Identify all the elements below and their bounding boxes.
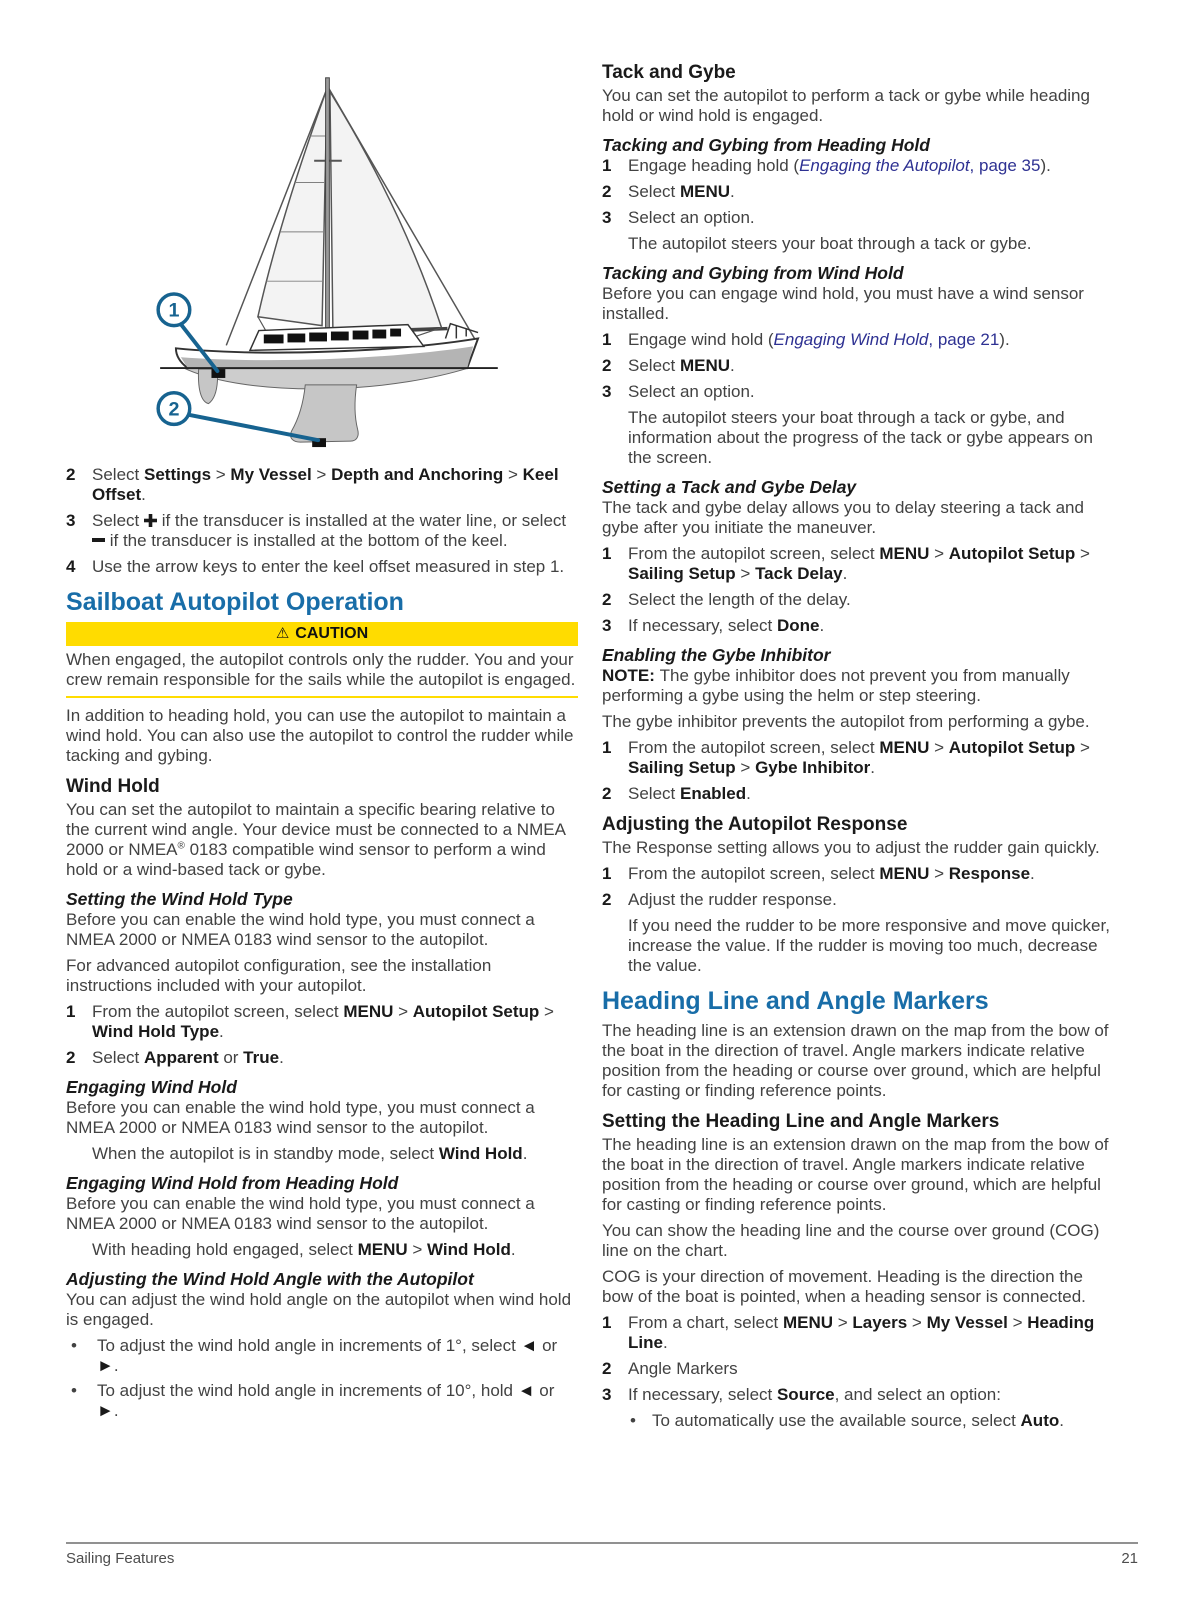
numbered-step bbox=[602, 156, 1114, 176]
paragraph: The tack and gybe delay allows you to delay steering a tack and gybe after you initiate the maneuver. bbox=[602, 498, 1084, 537]
numbered-step bbox=[66, 1048, 578, 1068]
genoa-sail bbox=[330, 92, 442, 332]
numbered-step bbox=[66, 465, 578, 505]
step-number: 3 bbox=[602, 208, 612, 227]
step-text: Select Settings > My Vessel > Depth and Anchoring > Keel Offset. bbox=[92, 465, 559, 504]
numbered-step bbox=[602, 182, 1114, 202]
numbered-step bbox=[602, 1359, 1114, 1379]
note-paragraph: NOTE: The gybe inhibitor does not prevent you from manually performing a gybe using the helm or step steering. bbox=[602, 666, 1070, 705]
footer-section-title: Sailing Features bbox=[66, 1550, 175, 1567]
numbered-step bbox=[66, 557, 578, 577]
section-heading-heading-line: Heading Line and Angle Markers bbox=[602, 987, 989, 1015]
numbered-step bbox=[602, 616, 1114, 636]
cross-reference-link[interactable]: Engaging the Autopilot bbox=[799, 156, 970, 175]
step-text: From the autopilot screen, select MENU > Autopilot Setup > Sailing Setup > Gybe Inhibitor. bbox=[628, 738, 1090, 777]
step-text: Select an option. bbox=[628, 208, 755, 227]
paragraph: COG is your direction of movement. Heading is the direction the bow of the boat is pointed, when a heading sensor is connected. bbox=[602, 1267, 1086, 1306]
paragraph: For advanced autopilot configuration, see the installation instructions included with your autopilot. bbox=[66, 956, 492, 995]
bullet-text: To adjust the wind hold angle in increments of 1°, select ◄ or ►. bbox=[97, 1336, 558, 1375]
step-number: 3 bbox=[602, 616, 612, 635]
sub-bullet-text: To automatically use the available source, select Auto. bbox=[652, 1411, 1064, 1430]
topic-heading-engaging-wind-hold: Engaging Wind Hold bbox=[66, 1077, 237, 1097]
step-text: Select an option. bbox=[628, 382, 755, 401]
warning-icon: ⚠ bbox=[275, 625, 290, 642]
page-footer bbox=[66, 1542, 1138, 1567]
step-text: Angle Markers bbox=[628, 1359, 738, 1378]
page-number: 21 bbox=[1121, 1550, 1138, 1567]
caution-label: CAUTION bbox=[295, 625, 369, 642]
numbered-step bbox=[66, 1002, 578, 1042]
numbered-step bbox=[602, 544, 1114, 584]
step-number: 2 bbox=[602, 784, 612, 803]
topic-heading-engaging-from-heading-hold: Engaging Wind Hold from Heading Hold bbox=[66, 1173, 399, 1193]
right-arrow-icon: ► bbox=[97, 1356, 114, 1375]
step-number: 3 bbox=[66, 511, 76, 530]
bullet-marker: • bbox=[630, 1411, 636, 1430]
subsection-heading-setting-heading-line: Setting the Heading Line and Angle Markers bbox=[602, 1111, 1000, 1132]
topic-heading-setting-wind-hold-type: Setting the Wind Hold Type bbox=[66, 889, 293, 909]
section-heading-sailboat-autopilot: Sailboat Autopilot Operation bbox=[66, 588, 404, 616]
paragraph: With heading hold engaged, select MENU > Wind Hold. bbox=[92, 1240, 516, 1259]
step-text: From the autopilot screen, select MENU > Autopilot Setup > Sailing Setup > Tack Delay. bbox=[628, 544, 1090, 583]
step-text: Select MENU. bbox=[628, 356, 735, 375]
topic-heading-tacking-from-heading-hold: Tacking and Gybing from Heading Hold bbox=[602, 135, 930, 155]
cross-reference-link[interactable]: Engaging Wind Hold bbox=[773, 330, 929, 349]
left-arrow-icon: ◄ bbox=[520, 1336, 538, 1355]
tack-delay-steps bbox=[602, 544, 1114, 636]
bullet-item bbox=[66, 1381, 578, 1421]
gybe-inhibitor-steps bbox=[602, 738, 1114, 804]
step-number: 1 bbox=[602, 156, 612, 175]
subsection-heading-autopilot-response: Adjusting the Autopilot Response bbox=[602, 814, 908, 835]
step-number: 1 bbox=[602, 330, 612, 349]
step-number: 2 bbox=[602, 1359, 612, 1378]
paragraph: When the autopilot is in standby mode, select Wind Hold. bbox=[92, 1144, 528, 1163]
bullet-marker: • bbox=[71, 1381, 77, 1400]
topic-heading-gybe-inhibitor: Enabling the Gybe Inhibitor bbox=[602, 645, 831, 665]
step-text: From the autopilot screen, select MENU > Autopilot Setup > Wind Hold Type. bbox=[92, 1002, 554, 1041]
bullet-item bbox=[66, 1336, 578, 1376]
numbered-step bbox=[602, 590, 1114, 610]
step-number: 2 bbox=[66, 1048, 76, 1067]
tacking-heading-hold-steps bbox=[602, 156, 1114, 254]
step-text: Select Apparent or True. bbox=[92, 1048, 284, 1067]
step-text: If necessary, select Source, and select an option: bbox=[628, 1385, 1001, 1404]
paragraph: You can set the autopilot to perform a tack or gybe while heading hold or wind hold is engaged. bbox=[602, 86, 1090, 125]
keel-offset-steps bbox=[66, 465, 578, 577]
step-text: Engage wind hold (Engaging Wind Hold, page 21). bbox=[628, 330, 1010, 349]
callout-2-number: 2 bbox=[168, 398, 180, 421]
paragraph: In addition to heading hold, you can use the autopilot to maintain a wind hold. You can also use the autopilot to control the rudder while tacking and gybing. bbox=[66, 706, 574, 765]
numbered-step bbox=[66, 511, 578, 551]
step-result-text: The autopilot steers your boat through a tack or gybe. bbox=[628, 234, 1032, 253]
plus-icon bbox=[144, 511, 157, 530]
step-text: Adjust the rudder response. bbox=[628, 890, 837, 909]
sailboat-illustration bbox=[146, 62, 506, 452]
step-text: Select if the transducer is installed at the water line, or select if the transducer is installed at the bottom of the keel. bbox=[92, 511, 567, 550]
step-number: 1 bbox=[602, 864, 612, 883]
step-number: 3 bbox=[602, 1385, 612, 1404]
bullet-text: To adjust the wind hold angle in increments of 10°, hold ◄ or ►. bbox=[97, 1381, 555, 1420]
topic-heading-tack-gybe-delay: Setting a Tack and Gybe Delay bbox=[602, 477, 857, 497]
main-sail bbox=[258, 89, 327, 326]
step-number: 1 bbox=[66, 1002, 76, 1021]
keel bbox=[291, 385, 359, 442]
numbered-step bbox=[602, 784, 1114, 804]
step-number: 1 bbox=[602, 544, 612, 563]
step-number: 2 bbox=[66, 465, 76, 484]
left-arrow-icon: ◄ bbox=[517, 1381, 535, 1400]
numbered-step bbox=[602, 864, 1114, 884]
caution-header bbox=[66, 622, 578, 646]
paragraph: Before you can enable the wind hold type, you must connect a NMEA 2000 or NMEA 0183 wind sensor to the autopilot. bbox=[66, 1098, 535, 1137]
step-text: Select MENU. bbox=[628, 182, 735, 201]
numbered-step bbox=[602, 1385, 1114, 1431]
paragraph: Before you can enable the wind hold type, you must connect a NMEA 2000 or NMEA 0183 wind sensor to the autopilot. bbox=[66, 910, 535, 949]
numbered-step bbox=[602, 356, 1114, 376]
paragraph: The Response setting allows you to adjust the rudder gain quickly. bbox=[602, 838, 1100, 857]
step-number: 2 bbox=[602, 890, 612, 909]
paragraph: The gybe inhibitor prevents the autopilot from performing a gybe. bbox=[602, 712, 1090, 731]
sailboat-figure bbox=[146, 62, 578, 457]
numbered-step bbox=[602, 1313, 1114, 1353]
topic-heading-tacking-from-wind-hold: Tacking and Gybing from Wind Hold bbox=[602, 263, 904, 283]
step-number: 2 bbox=[602, 590, 612, 609]
right-column bbox=[602, 62, 1114, 1437]
paragraph: Before you can enable the wind hold type, you must connect a NMEA 2000 or NMEA 0183 wind sensor to the autopilot. bbox=[66, 1194, 535, 1233]
step-number: 4 bbox=[66, 557, 76, 576]
response-steps bbox=[602, 864, 1114, 976]
step-text: Engage heading hold (Engaging the Autopilot, page 35). bbox=[628, 156, 1051, 175]
subsection-heading-wind-hold: Wind Hold bbox=[66, 776, 160, 797]
step-result-text: The autopilot steers your boat through a tack or gybe, and information about the progress of the tack or gybe appears on the screen. bbox=[628, 408, 1093, 467]
paragraph: The heading line is an extension drawn on the map from the bow of the boat in the direction of travel. Angle markers indicate relative position from the heading or course over ground, which are helpful for casting or finding reference points. bbox=[602, 1135, 1109, 1214]
step-text: From the autopilot screen, select MENU > Response. bbox=[628, 864, 1035, 883]
step-number: 1 bbox=[602, 738, 612, 757]
sub-bullet-item bbox=[628, 1411, 1114, 1431]
numbered-step bbox=[602, 890, 1114, 976]
caution-text: When engaged, the autopilot controls only the rudder. You and your crew remain responsible for the sails while the autopilot is engaged. bbox=[66, 650, 576, 689]
mast bbox=[326, 78, 330, 347]
step-text: Select Enabled. bbox=[628, 784, 751, 803]
tacking-wind-hold-steps bbox=[602, 330, 1114, 468]
caution-box bbox=[66, 622, 578, 698]
left-column bbox=[66, 62, 578, 1437]
topic-heading-adjusting-wind-hold-angle: Adjusting the Wind Hold Angle with the Autopilot bbox=[66, 1269, 474, 1289]
step-number: 2 bbox=[602, 182, 612, 201]
numbered-step bbox=[602, 738, 1114, 778]
step-result-text: If you need the rudder to be more responsive and move quicker, increase the value. If the rudder is moving too much, decrease the value. bbox=[628, 916, 1110, 975]
cross-reference-link[interactable]: , page 21 bbox=[928, 330, 1000, 349]
paragraph: Before you can engage wind hold, you must have a wind sensor installed. bbox=[602, 284, 1084, 323]
step-text: Select the length of the delay. bbox=[628, 590, 851, 609]
step-text: From a chart, select MENU > Layers > My Vessel > Heading Line. bbox=[628, 1313, 1095, 1352]
numbered-step bbox=[602, 382, 1114, 468]
numbered-step bbox=[602, 208, 1114, 254]
step-text: Use the arrow keys to enter the keel offset measured in step 1. bbox=[92, 557, 565, 576]
paragraph: You can show the heading line and the course over ground (COG) line on the chart. bbox=[602, 1221, 1100, 1260]
step-text: If necessary, select Done. bbox=[628, 616, 825, 635]
cross-reference-link[interactable]: , page 35 bbox=[969, 156, 1041, 175]
callout-1-number: 1 bbox=[168, 299, 180, 322]
numbered-step bbox=[602, 330, 1114, 350]
paragraph: You can set the autopilot to maintain a specific bearing relative to the current wind angle. Your device must be connected to a NMEA 2000 or NMEA® 0183 compatible wind sensor to perform a wind hold or a wind-based tack or gybe. bbox=[66, 800, 565, 879]
subsection-heading-tack-and-gybe: Tack and Gybe bbox=[602, 62, 736, 83]
right-arrow-icon: ► bbox=[97, 1401, 114, 1420]
heading-line-steps bbox=[602, 1313, 1114, 1431]
wind-hold-type-steps bbox=[66, 1002, 578, 1068]
paragraph: The heading line is an extension drawn on the map from the bow of the boat in the direction of travel. Angle markers indicate relative position from the heading or course over ground, which are helpful for casting or finding reference points. bbox=[602, 1021, 1109, 1100]
step-number: 3 bbox=[602, 382, 612, 401]
minus-icon bbox=[92, 531, 105, 550]
bullet-marker: • bbox=[71, 1336, 77, 1355]
wind-hold-angle-bullets bbox=[66, 1336, 578, 1421]
step-number: 1 bbox=[602, 1313, 612, 1332]
paragraph: You can adjust the wind hold angle on the autopilot when wind hold is engaged. bbox=[66, 1290, 572, 1329]
step-number: 2 bbox=[602, 356, 612, 375]
